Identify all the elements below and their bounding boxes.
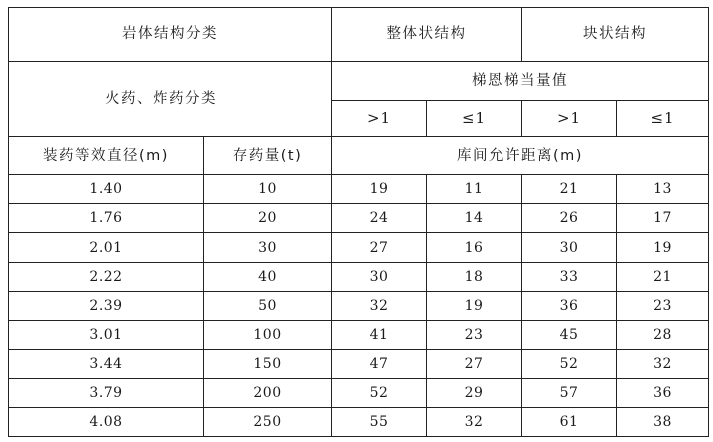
cell-storage: 250 xyxy=(204,407,332,436)
table-row xyxy=(9,233,709,262)
header-rock-classification: 岩体结构分类 xyxy=(9,8,332,62)
cell-distance: 26 xyxy=(522,204,617,233)
cell-distance: 28 xyxy=(617,320,709,349)
cell-distance: 29 xyxy=(427,378,522,407)
cell-distance: 55 xyxy=(332,407,427,436)
cell-distance: 30 xyxy=(522,233,617,262)
cell-storage: 200 xyxy=(204,378,332,407)
cell-diameter: 2.01 xyxy=(9,233,204,262)
table-row xyxy=(9,378,709,407)
cell-distance: 32 xyxy=(427,407,522,436)
cell-distance: 13 xyxy=(617,175,709,204)
cell-distance: 36 xyxy=(617,378,709,407)
table-row xyxy=(9,262,709,291)
cell-storage: 100 xyxy=(204,320,332,349)
cell-distance: 41 xyxy=(332,320,427,349)
table-row xyxy=(9,204,709,233)
table-row xyxy=(9,320,709,349)
cell-distance: 16 xyxy=(427,233,522,262)
cell-diameter: 1.40 xyxy=(9,175,204,204)
cell-distance: 32 xyxy=(332,291,427,320)
cell-distance: 11 xyxy=(427,175,522,204)
cell-distance: 17 xyxy=(617,204,709,233)
cell-distance: 19 xyxy=(332,175,427,204)
cell-distance: 18 xyxy=(427,262,522,291)
header-charge-diameter: 装药等效直径(m) xyxy=(9,137,204,175)
header-monolithic-structure: 整体状结构 xyxy=(332,8,522,62)
cell-distance: 21 xyxy=(617,262,709,291)
cell-distance: 23 xyxy=(617,291,709,320)
cell-diameter: 3.44 xyxy=(9,349,204,378)
table-row xyxy=(9,291,709,320)
cell-distance: 52 xyxy=(332,378,427,407)
cell-distance: 19 xyxy=(427,291,522,320)
cell-distance: 36 xyxy=(522,291,617,320)
cell-distance: 47 xyxy=(332,349,427,378)
cell-distance: 14 xyxy=(427,204,522,233)
cell-diameter: 2.22 xyxy=(9,262,204,291)
header-allowed-distance: 库间允许距离(m) xyxy=(332,137,709,175)
header-le1-monolithic: ≤1 xyxy=(427,101,522,137)
cell-storage: 50 xyxy=(204,291,332,320)
table-row xyxy=(9,407,709,436)
header-tnt-equivalent: 梯恩梯当量值 xyxy=(332,62,709,101)
cell-storage: 150 xyxy=(204,349,332,378)
table-row xyxy=(9,349,709,378)
cell-diameter: 1.76 xyxy=(9,204,204,233)
table-row xyxy=(9,175,709,204)
header-storage-amount: 存药量(t) xyxy=(204,137,332,175)
cell-distance: 24 xyxy=(332,204,427,233)
cell-diameter: 4.08 xyxy=(9,407,204,436)
cell-diameter: 3.79 xyxy=(9,378,204,407)
cell-distance: 19 xyxy=(617,233,709,262)
cell-diameter: 2.39 xyxy=(9,291,204,320)
cell-distance: 57 xyxy=(522,378,617,407)
cell-storage: 30 xyxy=(204,233,332,262)
cell-distance: 61 xyxy=(522,407,617,436)
cell-distance: 23 xyxy=(427,320,522,349)
header-explosive-classification: 火药、炸药分类 xyxy=(9,62,332,137)
cell-storage: 20 xyxy=(204,204,332,233)
cell-distance: 38 xyxy=(617,407,709,436)
cell-distance: 32 xyxy=(617,349,709,378)
cell-storage: 40 xyxy=(204,262,332,291)
cell-distance: 30 xyxy=(332,262,427,291)
cell-distance: 27 xyxy=(332,233,427,262)
distance-table xyxy=(8,7,709,437)
cell-diameter: 3.01 xyxy=(9,320,204,349)
cell-distance: 27 xyxy=(427,349,522,378)
cell-distance: 52 xyxy=(522,349,617,378)
header-gt1-blocky: >1 xyxy=(522,101,617,137)
cell-distance: 45 xyxy=(522,320,617,349)
cell-storage: 10 xyxy=(204,175,332,204)
cell-distance: 21 xyxy=(522,175,617,204)
header-blocky-structure: 块状结构 xyxy=(522,8,709,62)
header-le1-blocky: ≤1 xyxy=(617,101,709,137)
header-gt1-monolithic: >1 xyxy=(332,101,427,137)
cell-distance: 33 xyxy=(522,262,617,291)
